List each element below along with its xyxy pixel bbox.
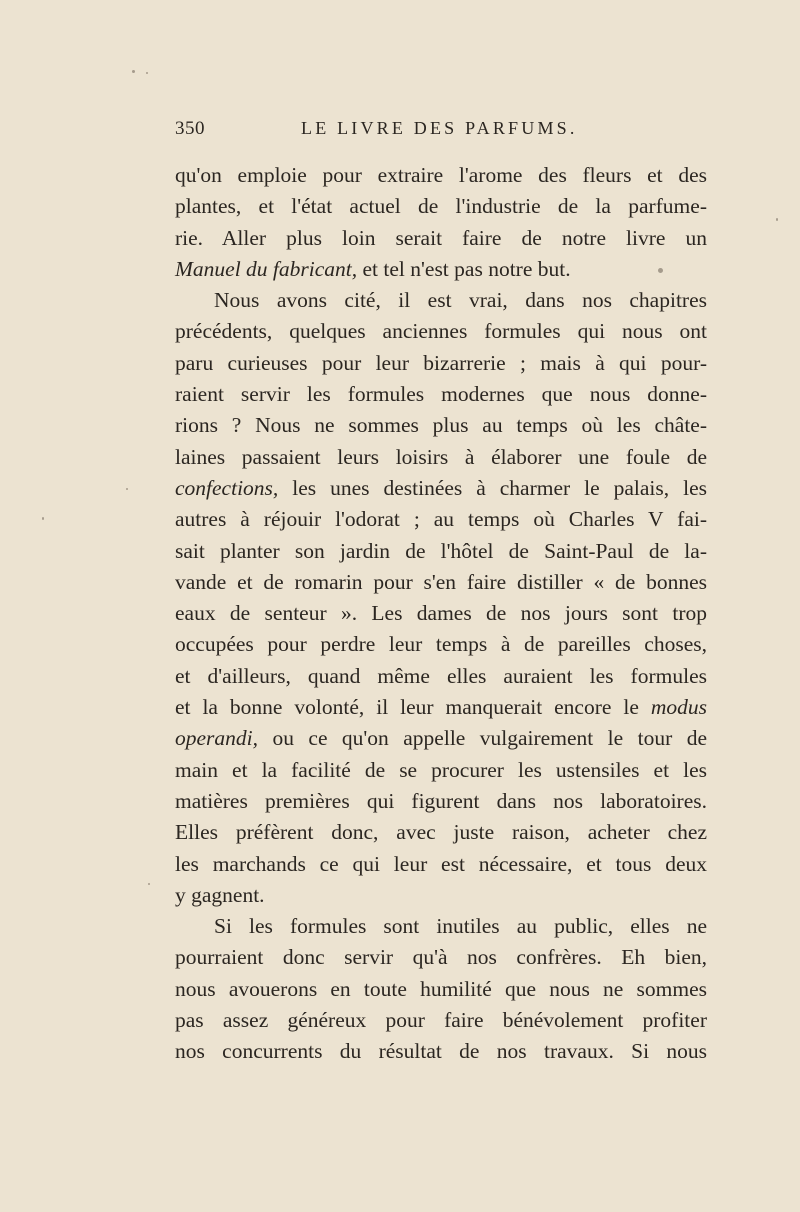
body-text: [175, 160, 707, 1068]
page-header: [175, 118, 715, 148]
text-line: operandi, ou ce qu'on appelle vulgairement le tour de: [175, 726, 707, 751]
text-line: autres à réjouir l'odorat ; au temps où Charles V fai-: [175, 507, 707, 532]
text-line: sait planter son jardin de l'hôtel de Saint-Paul de la-: [175, 538, 707, 563]
text-line: plantes, et l'état actuel de l'industrie de la parfume-: [175, 194, 707, 219]
text-line: eaux de senteur ». Les dames de nos jours sont trop: [175, 601, 707, 626]
text-line: occupées pour perdre leur temps à de pareilles choses,: [175, 632, 707, 657]
italic-word: operandi,: [175, 726, 259, 751]
italic-title: Manuel du fabricant,: [175, 256, 358, 281]
paper-speck: [658, 268, 663, 273]
italic-word: confections,: [175, 475, 279, 500]
text-line: raient servir les formules modernes que nous donne-: [175, 382, 707, 407]
text-line: laines passaient leurs loisirs à élaborer une foule de: [175, 444, 707, 469]
text-line: y gagnent.: [175, 882, 265, 907]
text-line: qu'on emploie pour extraire l'arome des fleurs et des: [175, 163, 707, 187]
paper-speck: [126, 488, 128, 490]
text-line: les marchands ce qui leur est nécessaire, et tous deux: [175, 851, 707, 876]
text-line: Manuel du fabricant, et tel n'est pas notre but.: [175, 256, 571, 281]
text-line: précédents, quelques anciennes formules qui nous ont: [175, 319, 707, 344]
text-line: matières premières qui figurent dans nos laboratoires.: [175, 788, 707, 813]
text-line: rie. Aller plus loin serait faire de notre livre un: [175, 225, 707, 250]
text-line: Elles préfèrent donc, avec juste raison, acheter chez: [175, 820, 707, 845]
text-line: et d'ailleurs, quand même elles auraient les formules: [175, 663, 707, 688]
text-line: rions ? Nous ne sommes plus au temps où les châte-: [175, 413, 707, 438]
running-title: LE LIVRE DES PARFUMS.: [301, 118, 578, 138]
text-line: confections, les unes destinées à charmer le palais, les: [175, 475, 707, 500]
text-line: Nous avons cité, il est vrai, dans nos chapitres: [214, 288, 707, 313]
paper-speck: [42, 517, 44, 520]
text-line: Si les formules sont inutiles au public, elles ne: [214, 914, 707, 939]
text-line: nous avouerons en toute humilité que nous ne sommes: [175, 976, 707, 1001]
text-line: pas assez généreux pour faire bénévolement profiter: [175, 1008, 707, 1033]
text-line: pourraient donc servir qu'à nos confrères. Eh bien,: [175, 945, 707, 970]
paper-speck: [146, 72, 148, 74]
paper-speck: [776, 218, 778, 221]
text-line: paru curieuses pour leur bizarrerie ; mais à qui pour-: [175, 350, 707, 375]
text-line: main et la facilité de se procurer les ustensiles et les: [175, 757, 707, 782]
paper-speck: [132, 70, 135, 73]
paper-speck: [148, 883, 150, 885]
text-line: nos concurrents du résultat de nos travaux. Si nous: [175, 1039, 707, 1064]
italic-word: modus: [650, 695, 707, 720]
page-number: 350: [175, 118, 205, 139]
text-line: et la bonne volonté, il leur manquerait encore le modus: [175, 695, 707, 720]
text-line: vande et de romarin pour s'en faire distiller « de bonnes: [175, 569, 707, 594]
